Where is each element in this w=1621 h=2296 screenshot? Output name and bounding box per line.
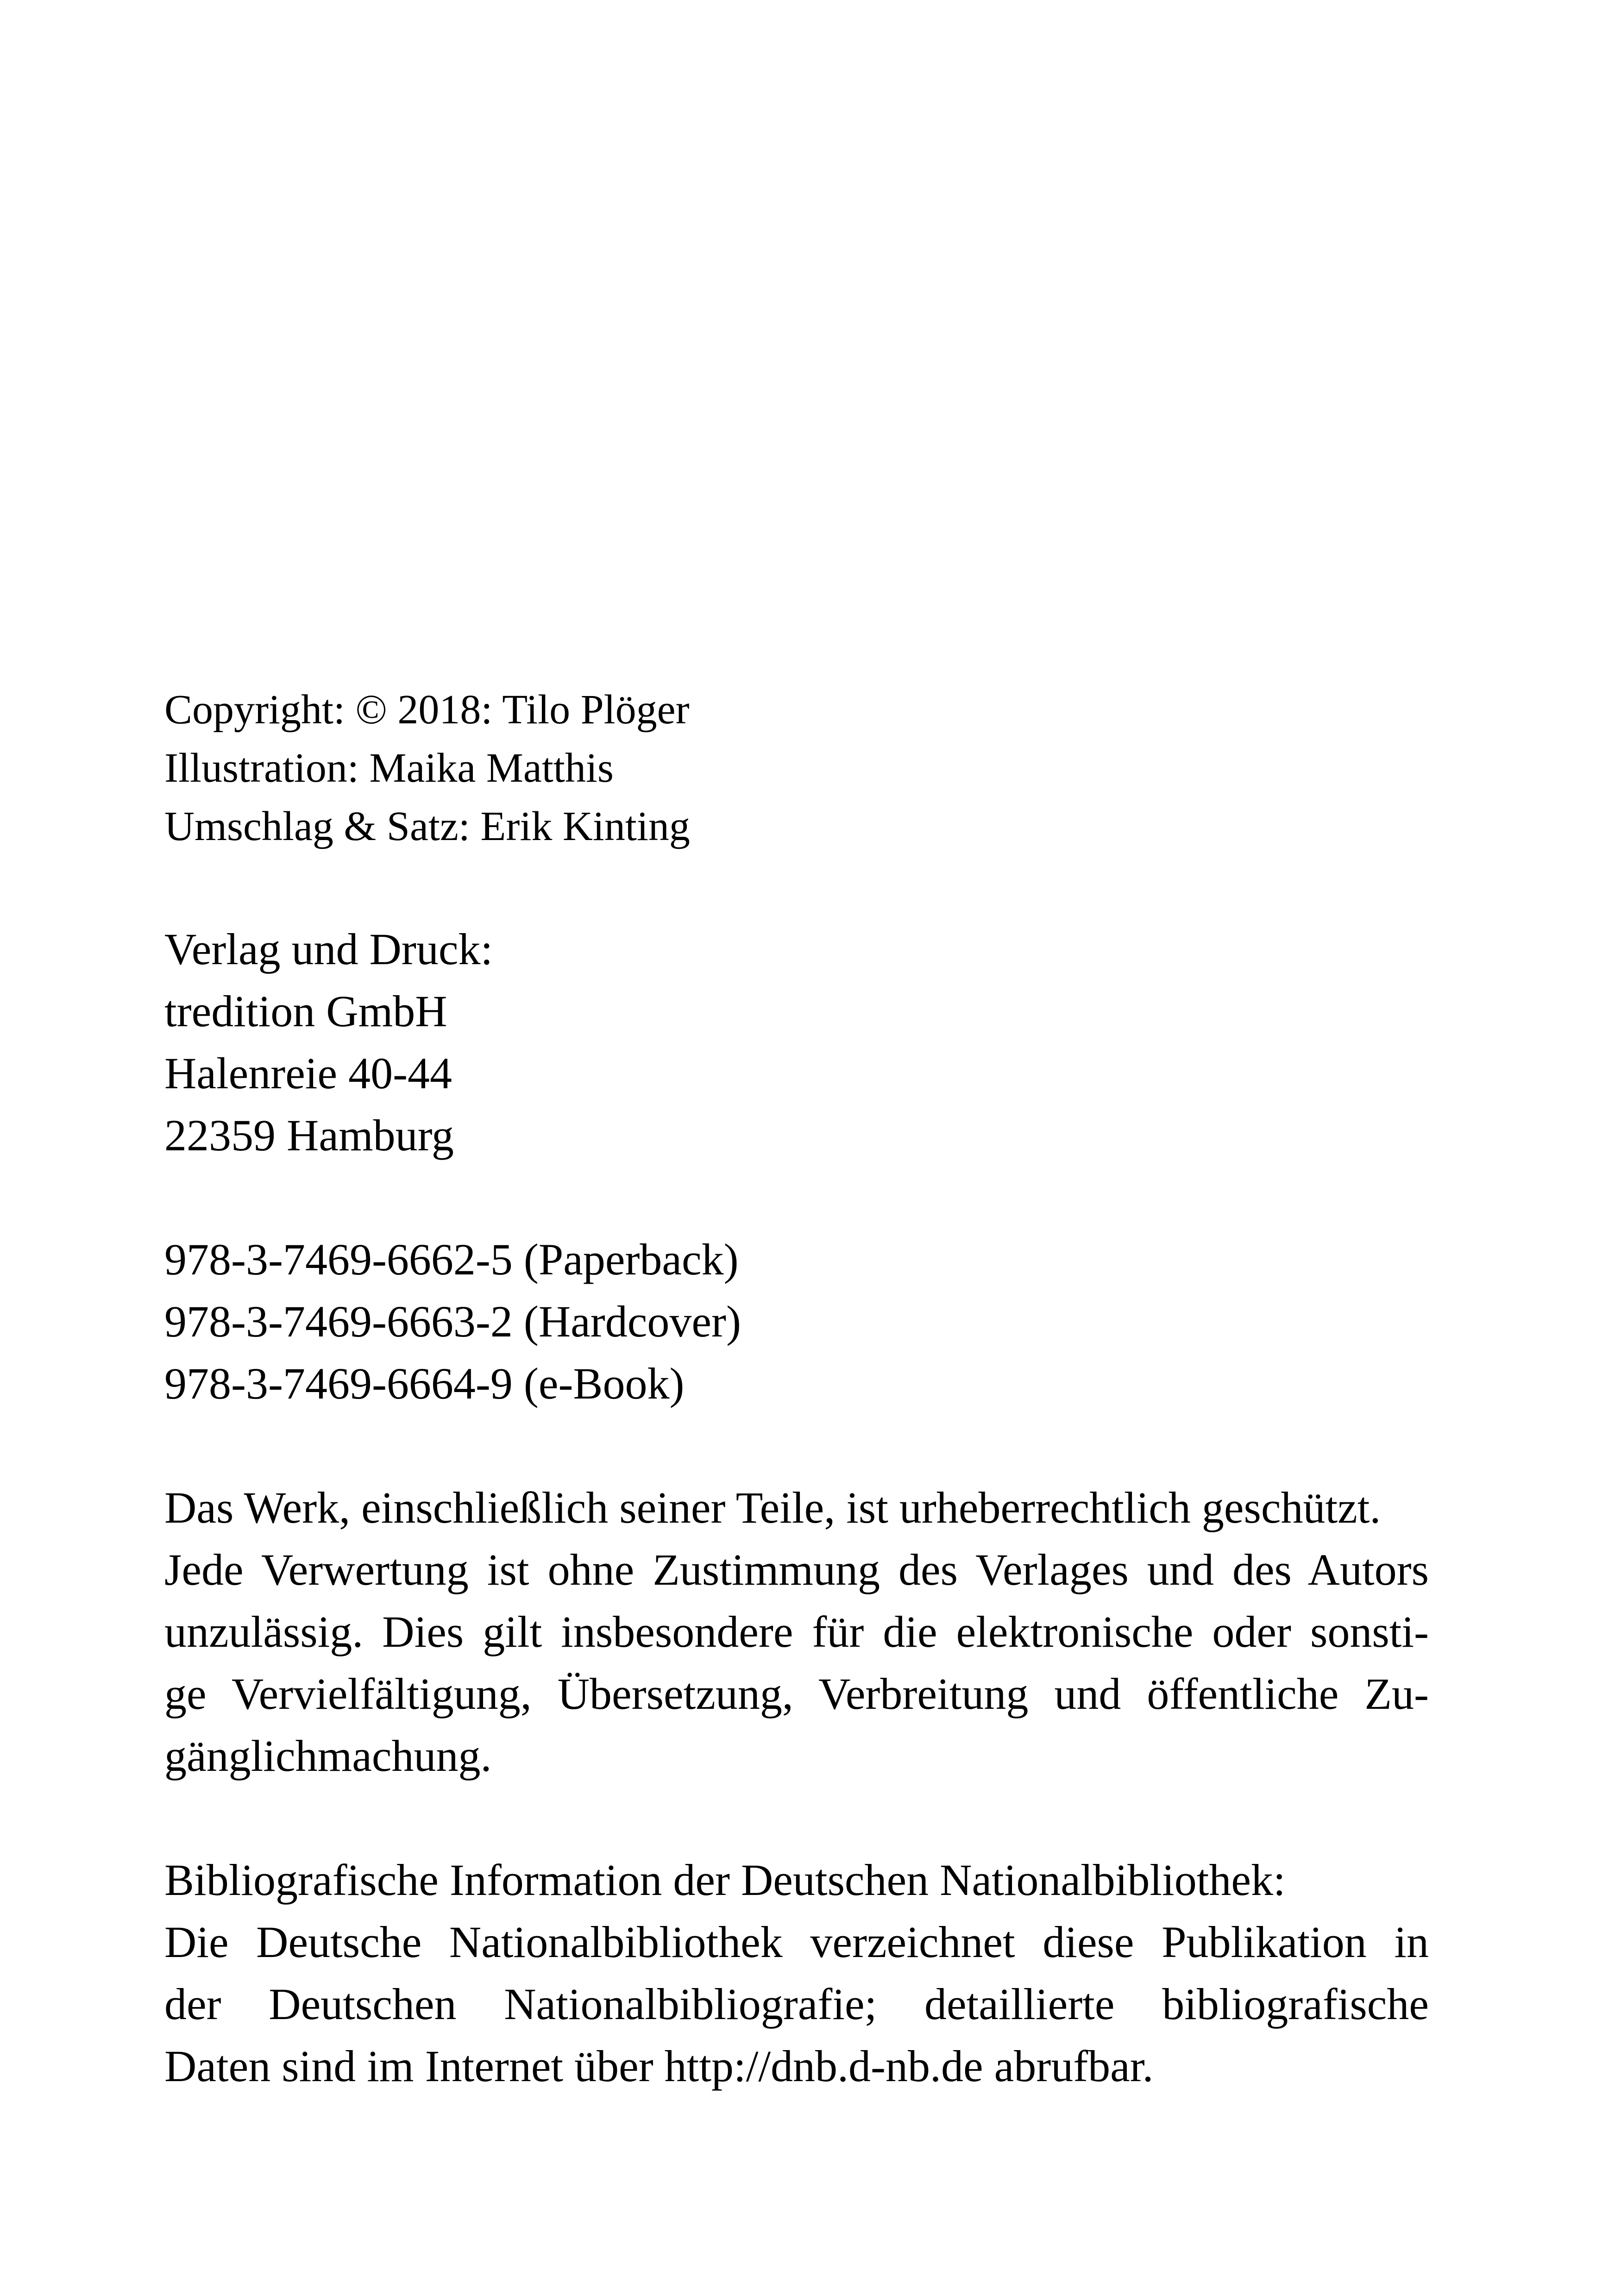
bibliographic-line: der Deutschen Nationalbibliografie; detaillierte bibliografische <box>164 1979 1429 2029</box>
cover-typesetting-credit: Umschlag & Satz: Erik Kinting <box>164 803 690 849</box>
publisher-city: 22359 Hamburg <box>164 1110 454 1160</box>
publisher-street: Halenreie 40-44 <box>164 1048 452 1098</box>
bibliographic-heading: Bibliografische Information der Deutschen Nationalbibliothek: <box>164 1855 1286 1905</box>
isbn-paperback: 978-3-7469-6662-5 (Paperback) <box>164 1235 739 1284</box>
rights-notice-line: Das Werk, einschließlich seiner Teile, ist urheberrechtlich geschützt. <box>164 1483 1381 1532</box>
isbn-hardcover: 978-3-7469-6663-2 (Hardcover) <box>164 1297 741 1346</box>
rights-notice-line: unzulässig. Dies gilt insbesondere für die elektronische oder sonsti- <box>164 1607 1429 1656</box>
rights-notice-line: gänglichmachung. <box>164 1731 492 1781</box>
bibliographic-line: Daten sind im Internet über http://dnb.d-nb.de abrufbar. <box>164 2041 1154 2091</box>
isbn-ebook: 978-3-7469-6664-9 (e-Book) <box>164 1359 685 1408</box>
illustration-credit: Illustration: Maika Matthis <box>164 745 614 791</box>
copyright-line: Copyright: © 2018: Tilo Plöger <box>164 687 690 733</box>
publisher-name: tredition GmbH <box>164 986 447 1036</box>
bibliographic-line: Die Deutsche Nationalbibliothek verzeichnet diese Publikation in <box>164 1917 1429 1967</box>
rights-notice-line: Jede Verwertung ist ohne Zustimmung des Verlages und des Autors <box>164 1545 1429 1594</box>
rights-notice-line: ge Vervielfältigung, Übersetzung, Verbreitung und öffentliche Zu- <box>164 1669 1429 1719</box>
publisher-heading: Verlag und Druck: <box>164 924 493 974</box>
